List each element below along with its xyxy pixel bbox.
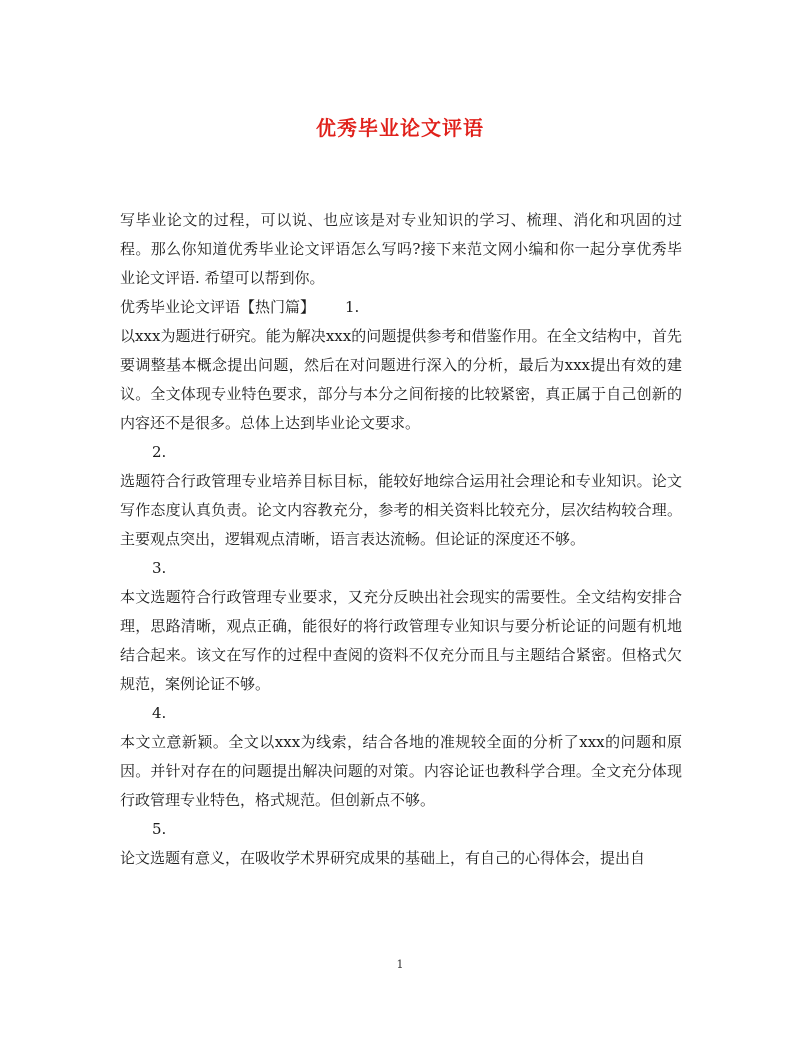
section-heading-line [120,293,682,322]
item-number-3: 3. [152,559,167,577]
item-number-4: 4. [152,704,167,722]
item-text-5: 论文选题有意义，在吸收学术界研究成果的基础上，有自己的心得体会，提出自 [120,849,646,867]
item-number-5: 5. [152,820,167,838]
section-heading: 优秀毕业论文评语【热门篇】 [120,298,316,316]
item-number-2: 2. [152,443,167,461]
item-text-3: 本文选题符合行政管理专业要求，又充分反映出社会现实的需要性。全文结构安排合理，思路清晰，观点正确，能很好的将行政管理专业知识与要分析论证的问题有机地结合起来。该文在写作的过程中查阅的资料不仅充分而且与主题结合紧密。但格式欠规范，案例论证不够。 [120,588,682,693]
item-text-4: 本文立意新颖。全文以xxx为线索，结合各地的准规较全面的分析了xxx的问题和原因。并针对存在的问题提出解决问题的对策。内容论证也教科学合理。全文充分体现行政管理专业特色，格式规范。但创新点不够。 [120,733,682,809]
item-text-1: 以xxx为题进行研究。能为解决xxx的问题提供参考和借鉴作用。在全文结构中，首先要调整基本概念提出问题，然后在对问题进行深入的分析，最后为xxx提出有效的建议。全文体现专业特色要求，部分与本分之间衔接的比较紧密，真正属于自己创新的内容还不是很多。总体上达到毕业论文要求。 [120,327,682,432]
item-number-1: 1. [345,298,360,316]
document-title: 优秀毕业论文评语 [316,116,484,140]
page-number: 1 [396,958,404,971]
item-text-2: 选题符合行政管理专业培养目标目标，能较好地综合运用社会理论和专业知识。论文写作态度认真负责。论文内容教充分，参考的相关资料比较充分，层次结构较合理。主要观点突出，逻辑观点清晰，语言表达流畅。但论证的深度还不够。 [120,472,682,548]
document-body [120,206,682,873]
intro-paragraph: 写毕业论文的过程，可以说、也应该是对专业知识的学习、梳理、消化和巩固的过程。那么你知道优秀毕业论文评语怎么写吗?接下来范文网小编和你一起分享优秀毕业论文评语. 希望可以帮到你。 [120,211,682,287]
